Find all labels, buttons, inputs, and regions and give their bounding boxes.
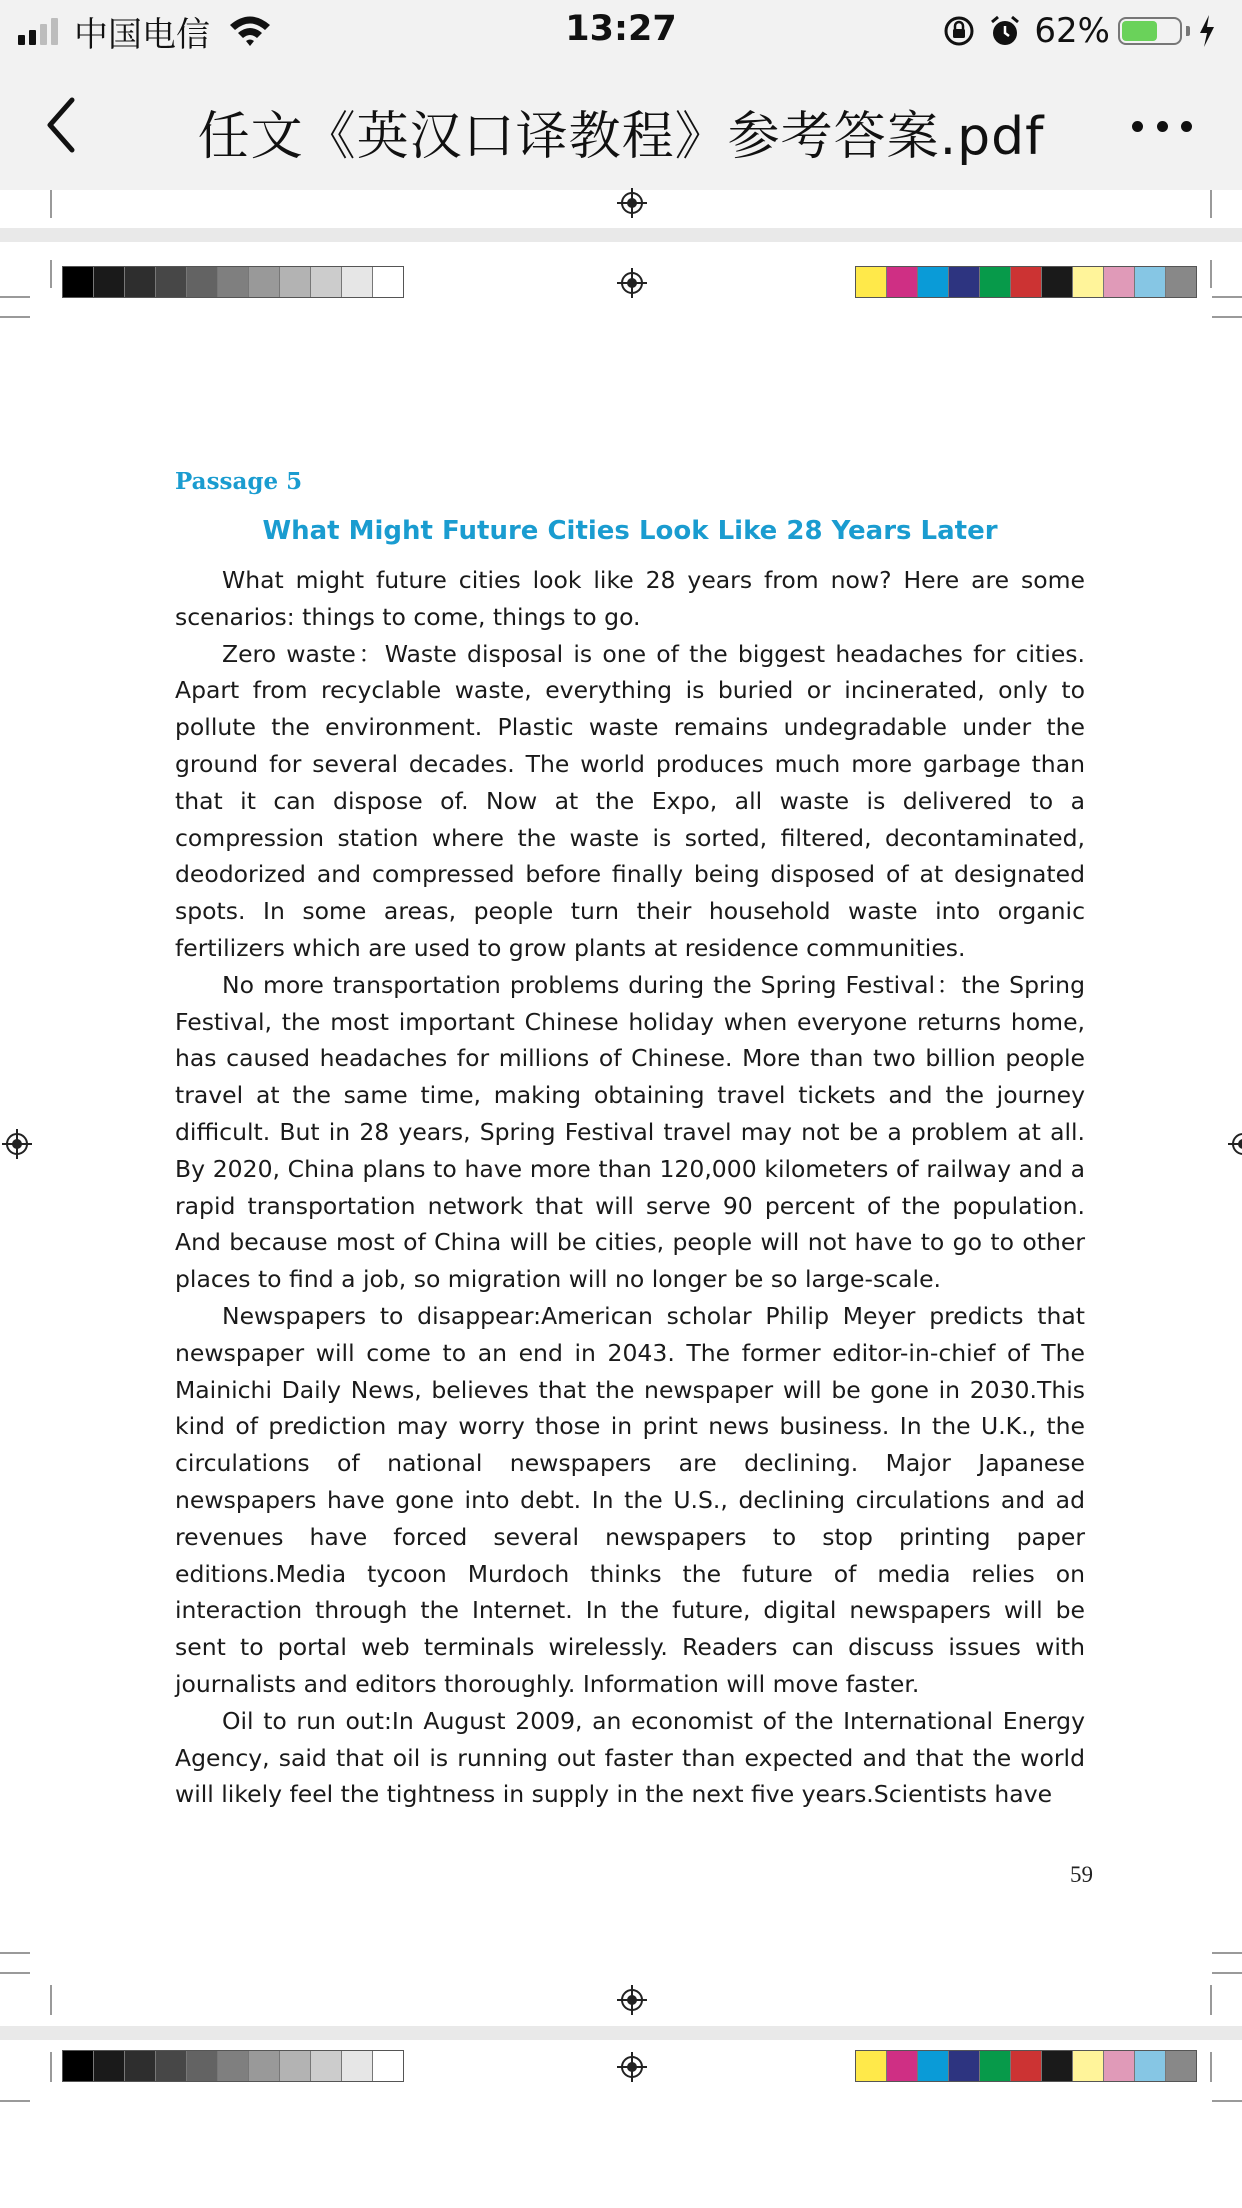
color-swatch — [949, 2051, 980, 2081]
gray-swatch — [373, 2051, 403, 2081]
gray-swatch — [249, 2051, 280, 2081]
gray-swatch — [125, 267, 156, 297]
gray-swatch — [280, 267, 311, 297]
more-options-button[interactable] — [1132, 116, 1192, 136]
color-swatch — [1011, 267, 1042, 297]
color-swatch — [918, 267, 949, 297]
crop-mark — [0, 316, 30, 318]
battery-cap — [1186, 26, 1190, 36]
crop-mark — [1212, 296, 1242, 298]
gray-swatch — [218, 2051, 249, 2081]
gray-swatch — [311, 267, 342, 297]
color-swatch — [887, 267, 918, 297]
pdf-viewer[interactable] — [0, 190, 1242, 2208]
color-calibration-strip — [855, 2050, 1197, 2082]
gray-swatch — [218, 267, 249, 297]
status-bar — [0, 0, 1242, 62]
paragraph: What might future cities look like 28 years from now? Here are some scenarios: things to come, things to go. — [175, 566, 1085, 631]
more-dot-icon — [1157, 121, 1168, 132]
back-button[interactable] — [40, 92, 90, 158]
registration-mark-icon — [6, 1133, 28, 1155]
crop-mark — [0, 1972, 30, 1974]
gray-swatch — [63, 2051, 94, 2081]
gray-swatch — [156, 267, 187, 297]
color-swatch — [980, 267, 1011, 297]
color-swatch — [1104, 267, 1135, 297]
color-swatch — [1135, 2051, 1166, 2081]
battery-level-fill — [1122, 21, 1157, 41]
color-swatch — [980, 2051, 1011, 2081]
color-swatch — [1166, 267, 1196, 297]
registration-mark-icon — [621, 2056, 643, 2078]
crop-mark — [0, 2100, 30, 2102]
crop-mark — [50, 2052, 52, 2082]
battery-percent: 62% — [1034, 11, 1110, 51]
gray-swatch — [94, 2051, 125, 2081]
paragraph: Zero waste：Waste disposal is one of the biggest headaches for cities. Apart from recyclable waste, everything is buried or incinerated, only to pollute the environment. Plastic waste remains undegradable under the ground for several decades. The world produces much more garbage than that it can dispose of. Now at the Expo, all waste is delivered to a compression station where the waste is sorted, filtered, decontaminated, deodorized and compressed before finally being disposed of at designated spots. In some areas, people turn their household waste into organic fertilizers which are used to grow plants at residence communities. — [175, 639, 1085, 962]
gray-swatch — [125, 2051, 156, 2081]
gray-swatch — [94, 267, 125, 297]
crop-mark — [1210, 2052, 1212, 2082]
crop-mark — [1212, 316, 1242, 318]
registration-mark-icon — [621, 1989, 643, 2011]
paragraph: Newspapers to disappear:American scholar Philip Meyer predicts that newspaper will come to an end in 2043. The former editor-in-chief of The Mainichi Daily News, believes that the newspaper will be gone in 2030.This kind of prediction may worry those in print news business. In the U.K., the circulations of national newspapers are declining. Major Japanese newspapers have gone into debt. In the U.S., declining circulations and ad revenues have forced several newspapers to stop printing paper editions.Media tycoon Murdoch thinks the future of media relies on interaction through the Internet. In the future, digital newspapers will be sent to portal web terminals wirelessly. Readers can discuss issues with journalists and editors thoroughly. Information will move faster. — [175, 1301, 1085, 1698]
color-swatch — [1042, 267, 1073, 297]
carrier-name: 中国电信 — [74, 14, 210, 55]
crop-mark — [1212, 1952, 1242, 1954]
crop-mark — [50, 190, 52, 218]
color-swatch — [856, 267, 887, 297]
crop-mark — [50, 1985, 52, 2015]
gray-swatch — [156, 2051, 187, 2081]
gray-swatch — [342, 267, 373, 297]
color-swatch — [918, 2051, 949, 2081]
alarm-clock-icon — [988, 14, 1022, 48]
registration-mark-icon — [621, 272, 643, 294]
gray-swatch — [249, 267, 280, 297]
color-swatch — [887, 2051, 918, 2081]
status-time: 13:27 — [565, 9, 677, 49]
registration-mark-icon — [621, 192, 643, 214]
orientation-lock-icon — [942, 14, 976, 48]
more-dot-icon — [1132, 121, 1143, 132]
color-swatch — [1011, 2051, 1042, 2081]
gray-swatch — [311, 2051, 342, 2081]
crop-mark — [1210, 260, 1212, 288]
page-gap — [0, 2026, 1242, 2040]
crop-mark — [1212, 1972, 1242, 1974]
document-title: 任文《英汉口译教程》参考答案.pdf — [197, 107, 1045, 167]
color-swatch — [1042, 2051, 1073, 2081]
crop-mark — [0, 1952, 30, 1954]
color-swatch — [856, 2051, 887, 2081]
gray-swatch — [280, 2051, 311, 2081]
charging-bolt-icon — [1198, 15, 1216, 47]
gray-swatch — [342, 2051, 373, 2081]
color-swatch — [1135, 267, 1166, 297]
crop-mark — [1210, 1985, 1212, 2015]
gray-swatch — [187, 267, 218, 297]
color-swatch — [1073, 2051, 1104, 2081]
paragraph: Oil to run out:In August 2009, an economist of the International Energy Agency, said that oil is running out faster than expected and that the world will likely feel the tightness in supply in the next five years.Scientists have — [175, 1706, 1085, 1809]
gray-swatch — [63, 267, 94, 297]
crop-mark — [0, 296, 30, 298]
more-dot-icon — [1181, 121, 1192, 132]
article-title: What Might Future Cities Look Like 28 Years Later — [262, 516, 998, 546]
color-swatch — [1166, 2051, 1196, 2081]
gray-swatch — [373, 267, 403, 297]
page-gap — [0, 228, 1242, 242]
gray-swatch — [187, 2051, 218, 2081]
crop-mark — [50, 260, 52, 288]
paragraph: No more transportation problems during the Spring Festival：the Spring Festival, the most important Chinese holiday when everyone returns home, has caused headaches for millions of Chinese. More than two billion people travel at the same time, making obtaining travel tickets and the journey difficult. But in 28 years, Spring Festival travel may not be a problem at all. By 2020, China plans to have more than 120,000 kilometers of railway and a rapid transportation network that will serve 90 percent of the population. And because most of China will be cities, people will not have to go to other places to find a job, so migration will no longer be so large-scale. — [175, 970, 1085, 1294]
crop-mark — [1210, 190, 1212, 218]
battery-icon — [1118, 17, 1182, 45]
grayscale-calibration-strip — [62, 2050, 404, 2082]
passage-label: Passage 5 — [175, 468, 303, 495]
color-calibration-strip — [855, 266, 1197, 298]
color-swatch — [1073, 267, 1104, 297]
article-body — [175, 562, 1085, 1813]
crop-mark — [1212, 2100, 1242, 2102]
registration-mark-icon — [1232, 1133, 1242, 1155]
nav-bar — [0, 62, 1242, 190]
color-swatch — [1104, 2051, 1135, 2081]
page-number: 59 — [1070, 1862, 1093, 1887]
grayscale-calibration-strip — [62, 266, 404, 298]
color-swatch — [949, 267, 980, 297]
